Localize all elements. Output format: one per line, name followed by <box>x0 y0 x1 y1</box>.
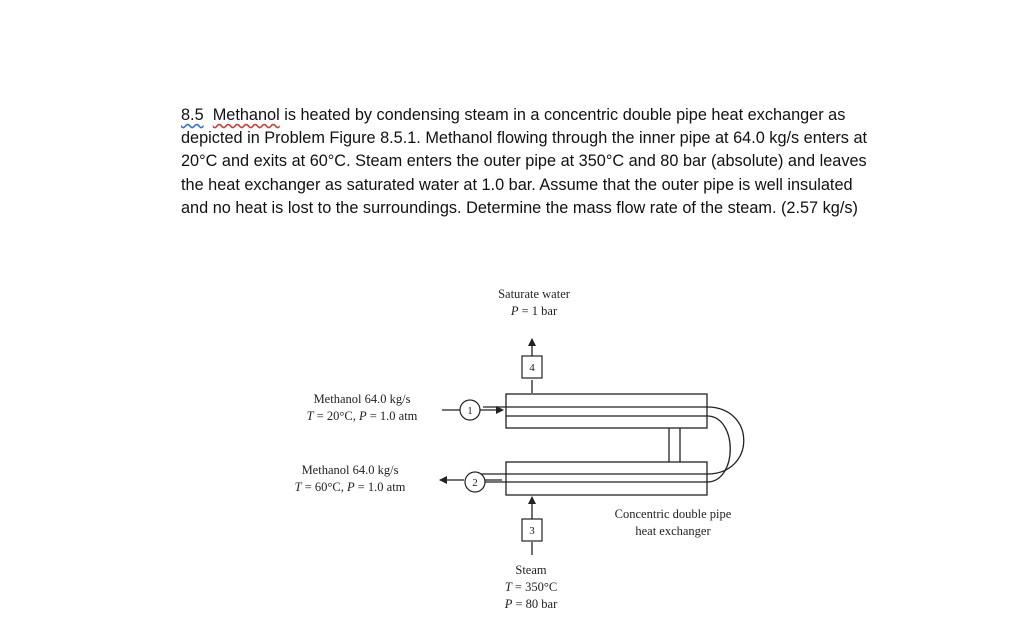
methanol-outlet-flow-label: Methanol 64.0 kg/s <box>301 463 399 477</box>
upper-outer-pipe <box>506 394 707 428</box>
heat-exchanger-title-label: Concentric double pipe <box>614 507 732 521</box>
stream-3-number: 3 <box>529 525 535 537</box>
methanol-inlet-conditions-label: T = 20°C, P = 1.0 atm <box>306 409 418 423</box>
stream-1-number: 1 <box>467 405 473 417</box>
lower-outer-pipe <box>506 462 707 495</box>
problem-number: 8.5 <box>181 106 204 124</box>
methanol-outlet-conditions-label: T = 60°C, P = 1.0 atm <box>294 480 406 494</box>
methanol-inlet-flow-label: Methanol 64.0 kg/s <box>313 392 411 406</box>
stream-4-number: 4 <box>529 362 535 374</box>
steam-pressure-label: P = 80 bar <box>504 597 558 611</box>
steam-temperature-label: T = 350°C <box>504 580 558 594</box>
stream-2-number: 2 <box>472 477 478 489</box>
saturate-water-label: Saturate water <box>498 287 570 301</box>
saturate-water-pressure-label: P = 1 bar <box>510 304 558 318</box>
heat-exchanger-subtitle-label: heat exchanger <box>635 524 711 538</box>
problem-statement: is heated by condensing steam in a concentric double pipe heat exchanger as depicted in Problem Figure 8.5.1. Methanol flowing through the inner pipe at 64.0 kg/s enters at 20°C and exits at 60°C. Steam enters the outer pipe at 350°C and 80 bar (absolute) and leaves the heat exchanger as saturated water at 1.0 bar. Assume that the outer pipe is well insulated and no heat is lost to the surroundings. Determine the mass flow rate of the steam. (2.57 kg/s) <box>181 106 868 217</box>
problem-subject-word: Methanol <box>212 106 280 124</box>
steam-label: Steam <box>515 563 547 577</box>
